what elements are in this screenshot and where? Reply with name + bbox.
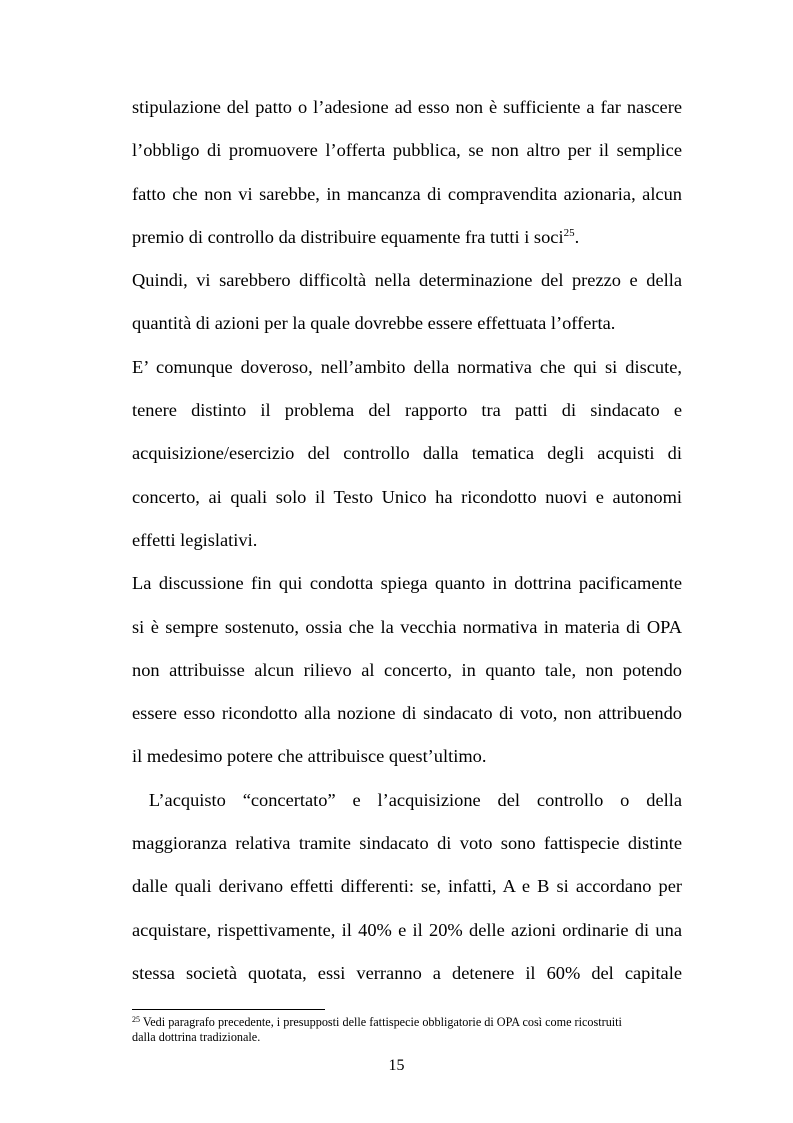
text-line: La discussione fin qui condotta spiega quanto in dottrina pacificamente	[132, 573, 682, 594]
footnote-line: dalla dottrina tradizionale.	[132, 1029, 261, 1044]
paragraph-1	[132, 86, 682, 259]
footnote-line	[132, 1015, 684, 1030]
page-number: 15	[388, 1057, 405, 1074]
text-line: si è sempre sostenuto, ossia che la vecchia normativa in materia di OPA	[132, 616, 682, 637]
text-line: tenere distinto il problema del rapporto tra patti di sindacato e	[132, 400, 682, 421]
text-fragment: premio di controllo da distribuire equamente fra tutti i soci	[132, 226, 564, 247]
text-line-last	[132, 216, 682, 259]
footnote-text: Vedi paragrafo precedente, i presupposti delle fattispecie obbligatorie di OPA così come ricostruiti	[140, 1015, 622, 1029]
footnote-reference[interactable]: 25	[563, 226, 575, 239]
text-line: E’ comunque doveroso, nell’ambito della normativa che qui si discute,	[132, 356, 682, 377]
text-line: stipulazione del patto o l’adesione ad esso non è sufficiente a far nascere	[132, 97, 682, 117]
text-line-last: il medesimo potere che attribuisce quest’ultimo.	[132, 746, 487, 767]
text-line: essere esso ricondotto alla nozione di sindacato di voto, non attribuendo	[132, 703, 682, 724]
paragraph-5	[132, 779, 682, 995]
text-line: dalle quali derivano effetti differenti: se, infatti, A e B si accordano per	[132, 876, 682, 897]
text-line: acquistare, rispettivamente, il 40% e il 20% delle azioni ordinarie di una	[132, 919, 682, 940]
paragraph-2	[132, 259, 682, 346]
text-line: stessa società quotata, essi verranno a detenere il 60% del capitale	[132, 962, 682, 983]
text-line: non attribuisse alcun rilievo al concerto, in quanto tale, non potendo	[132, 659, 682, 680]
text-line: concerto, ai quali solo il Testo Unico ha ricondotto nuovi e autonomi	[132, 486, 682, 507]
text-line: maggioranza relativa tramite sindacato di voto sono fattispecie distinte	[132, 833, 682, 854]
text-line: Quindi, vi sarebbero difficoltà nella determinazione del prezzo e della	[132, 270, 682, 291]
text-fragment: .	[574, 226, 580, 247]
footnote	[132, 1015, 684, 1044]
footnote-separator	[132, 1009, 325, 1010]
text-line-last: quantità di azioni per la quale dovrebbe essere effettuata l’offerta.	[132, 313, 616, 334]
paragraph-3	[132, 346, 682, 562]
body-text	[132, 86, 682, 995]
text-line: acquisizione/esercizio del controllo dalla tematica degli acquisti di	[132, 443, 682, 464]
text-line: L’acquisto “concertato” e l’acquisizione del controllo o della	[132, 789, 682, 810]
paragraph-4	[132, 562, 682, 778]
text-line-last: effetti legislativi.	[132, 529, 258, 550]
text-line: fatto che non vi sarebbe, in mancanza di compravendita azionaria, alcun	[132, 183, 682, 204]
text-line: l’obbligo di promuovere l’offerta pubblica, se non altro per il semplice	[132, 140, 682, 161]
footnote-number: 25	[132, 1015, 140, 1024]
